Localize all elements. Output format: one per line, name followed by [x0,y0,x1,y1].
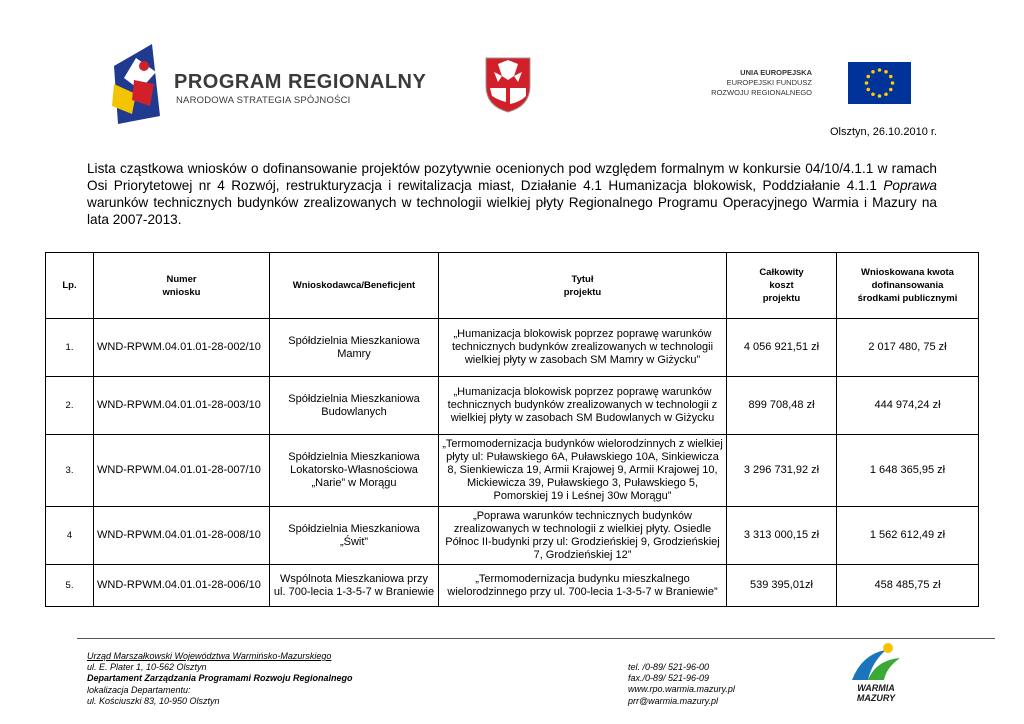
table-header-row [46,253,979,319]
cell-numer: WND-RPWM.04.01.01-28-006/10 [94,565,270,607]
eu-star-icon [889,75,893,79]
eu-line-2: EUROPEJSKI FUNDUSZ [726,78,812,87]
table-row [46,377,979,435]
footer-fax: fax./0-89/ 521-96-09 [628,673,710,684]
cell-tytul: „Humanizacja blokowisk poprzez poprawę warunków technicznych budynków zrealizowanych w technologii z wielkiej płyty w zasobach SM Budowlanych w Giżycku [439,377,727,435]
cell-lp: 4 [46,507,94,565]
logo-text-mazury: MAZURY [856,693,896,703]
footer-location-label: lokalizacja Departamentu: [87,684,191,695]
eu-star-icon [878,68,882,72]
cell-wnioskodawca: Wspólnota Mieszkaniowa przy ul. 700-lecia 1-3-5-7 w Braniewie [270,565,439,607]
cell-koszt: 4 056 921,51 zł [727,319,837,377]
eu-star-icon [889,88,893,92]
header-tytul: Tytuł projektu [439,253,727,319]
cell-tytul: „Termomodernizacja budynków wielorodzinnych z wielkiej płyty ul: Puławskiego 6A, Puławskiego 10A, Sinkiewicza 8, Sienkiewicza 19, Armii Krajowej 9, Armii Krajowej 10, Mickiewicza 39, Puławskiego 3, Puławskiego 5, Pomorskiej 19 i Leśnej 30w Morągu” [439,435,727,507]
program-title: PROGRAM REGIONALNY [174,71,427,93]
footer-contact-block [628,662,735,707]
footer-office: Urząd Marszałkowski Województwa Warmińsko-Mazurskiego [87,651,332,661]
table-row [46,565,979,607]
eu-star-icon [865,81,869,85]
program-subtitle: NARODOWA STRATEGIA SPÓJNOŚCI [176,95,351,106]
table-row [46,435,979,507]
cell-wnioskodawca: Spółdzielnia Mieszkaniowa „Świt” [270,507,439,565]
cell-numer: WND-RPWM.04.01.01-28-003/10 [94,377,270,435]
warmia-mazury-logo [842,640,910,704]
cell-kwota: 1 562 612,49 zł [837,507,979,565]
eu-fund-label [700,68,812,98]
cell-wnioskodawca: Spółdzielnia Mieszkaniowa Budowlanych [270,377,439,435]
eu-star-icon [866,88,870,92]
cell-koszt: 3 313 000,15 zł [727,507,837,565]
cell-kwota: 1 648 365,95 zł [837,435,979,507]
footer-address-block [87,651,353,707]
eu-star-icon [884,70,888,74]
eu-star-icon [866,75,870,79]
footer-department: Departament Zarządzania Programami Rozwoju Regionalnego [87,673,353,684]
cell-koszt: 539 395,01zł [727,565,837,607]
cell-tytul: „Poprawa warunków technicznych budynków zrealizowanych w technologii z wielkiej płyty. Osiedle Północ II-budynki przy ul: Grodzieńskiej 9, Grodzieńskiej 7, Grodzieńskiej 12” [439,507,727,565]
cell-wnioskodawca: Spółdzielnia Mieszkaniowa Mamry [270,319,439,377]
eu-star-icon [871,70,875,74]
lead-text-part-2: warunków technicznych budynków zrealizowanych w technologii wielkiej płyty Regionalnego Programu Operacyjnego Warmia i Mazury na lata 2007-2013. [87,195,937,227]
header-lp: Lp. [46,253,94,319]
footer-email: prr@warmia.mazury.pl [628,695,718,706]
lead-paragraph [87,160,937,228]
cell-lp: 1. [46,319,94,377]
footer-address: ul. E. Plater 1, 10-562 Olsztyn [87,662,207,673]
eu-star-icon [878,94,882,98]
cell-koszt: 3 296 731,92 zł [727,435,837,507]
cell-wnioskodawca: Spółdzielnia Mieszkaniowa Lokatorsko-Własnościowa „Narie” w Morągu [270,435,439,507]
cell-tytul: „Termomodernizacja budynku mieszkalnego wielorodzinnego przy ul. 700-lecia 1-3-5-7 w Braniewie” [439,565,727,607]
cell-numer: WND-RPWM.04.01.01-28-008/10 [94,507,270,565]
cell-koszt: 899 708,48 zł [727,377,837,435]
header-numer: Numer wniosku [94,253,270,319]
header-koszt: Całkowity koszt projektu [727,253,837,319]
eu-line-1: UNIA EUROPEJSKA [740,68,812,77]
footer-divider [77,638,995,639]
eu-flag-icon [848,62,911,104]
cell-kwota: 458 485,75 zł [837,565,979,607]
cell-kwota: 444 974,24 zł [837,377,979,435]
eu-star-icon [891,81,895,85]
cell-numer: WND-RPWM.04.01.01-28-007/10 [94,435,270,507]
cell-lp: 2. [46,377,94,435]
table-row [46,507,979,565]
eu-star-icon [871,92,875,96]
logo-text-warmia: WARMIA [857,683,895,693]
lead-text-italic: Poprawa [883,178,937,193]
regional-crest-icon [484,56,532,114]
lead-text-part-1: Lista cząstkowa wniosków o dofinansowanie projektów pozytywnie ocenionych pod względem formalnym w konkursie 04/10/4.1.1 w ramach Osi Priorytetowej nr 4 Rozwój, restrukturyzacja i rewitalizacja miast, Działanie 4.1 Humanizacja blokowisk, Poddziałanie 4.1.1 [87,161,937,193]
header-wnioskodawca: Wnioskodawca/Beneficjent [270,253,439,319]
cell-lp: 5. [46,565,94,607]
eu-star-icon [884,92,888,96]
footer-location-address: ul. Kościuszki 83, 10-950 Olsztyn [87,695,220,706]
footer-tel: tel. /0-89/ 521-96-00 [628,662,710,672]
document-date: Olsztyn, 26.10.2010 r. [829,126,937,138]
table-row [46,319,979,377]
projects-table [45,252,979,607]
header-kwota: Wnioskowana kwota dofinansowania środkami publicznymi [837,253,979,319]
cell-lp: 3. [46,435,94,507]
eu-line-3: ROZWOJU REGIONALNEGO [711,88,812,97]
cell-kwota: 2 017 480, 75 zł [837,319,979,377]
cell-tytul: „Humanizacja blokowisk poprzez poprawę warunków technicznych budynków zrealizowanych w technologii wielkiej płyty w zasobach SM Mamry w Giżycku” [439,319,727,377]
cell-numer: WND-RPWM.04.01.01-28-002/10 [94,319,270,377]
footer-www: www.rpo.warmia.mazury.pl [628,684,735,695]
